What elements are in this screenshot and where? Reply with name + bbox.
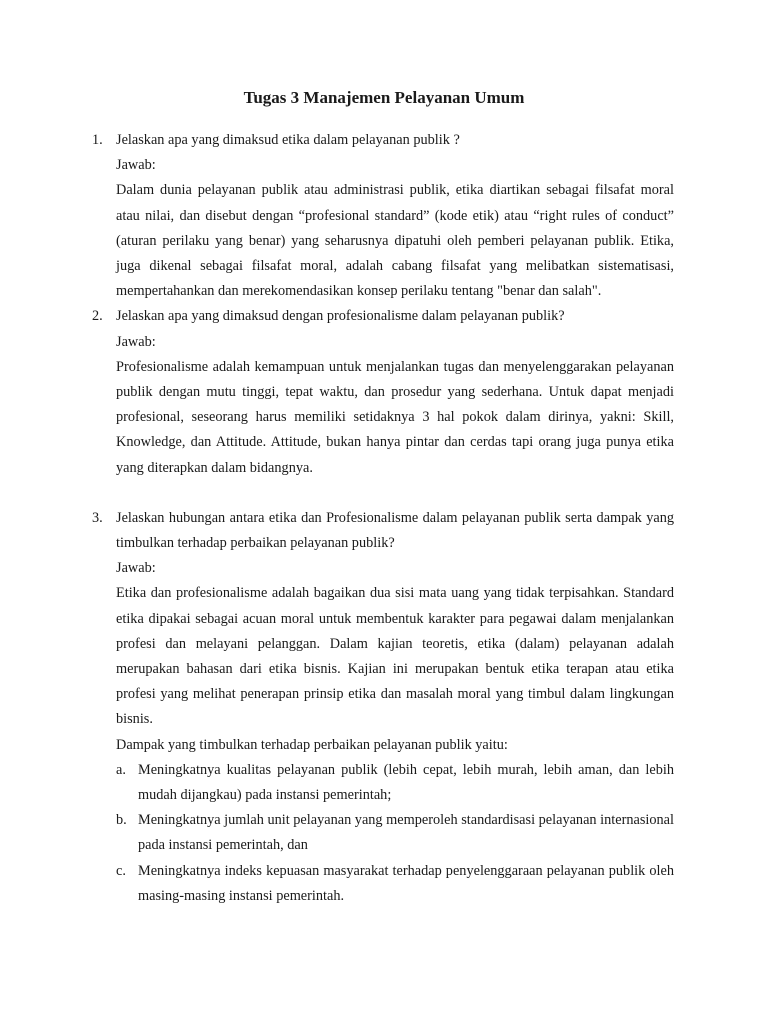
question-number: 3. <box>92 509 103 526</box>
paragraph-spacer <box>92 481 674 506</box>
question-2 <box>92 304 674 480</box>
question-number: 2. <box>92 308 103 325</box>
impact-text: Meningkatnya kualitas pelayanan publik (lebih cepat, lebih murah, lebih aman, dan lebih mudah dijangkau) pada instansi pemerintah; <box>138 761 674 804</box>
question-3 <box>92 506 674 909</box>
document-title: Tugas 3 Manajemen Pelayanan Umum <box>243 88 525 107</box>
answer-label: Jawab: <box>116 560 156 577</box>
question-text: Jelaskan hubungan antara etika dan Profesionalisme dalam pelayanan publik serta dampak yang timbulkan terhadap perbaikan pelayanan publik? <box>116 509 674 552</box>
answer-text: Dalam dunia pelayanan publik atau administrasi publik, etika diartikan sebagai filsafat moral atau nilai, dan disebut dengan “profesional standard” (kode etik) atau “right rules of conduct” (aturan perilaku yang benar) yang seharusnya dipatuhi oleh pemberi pelayanan publik. Etika, juga dikenal sebagai filsafat moral, adalah cabang filsafat yang melibatkan sistematisasi, mempertahankan dan merekomendasikan konsep perilaku tentang "benar dan salah". <box>116 182 674 300</box>
answer-label: Jawab: <box>116 157 156 174</box>
answer-text: Profesionalisme adalah kemampuan untuk menjalankan tugas dan menyelenggarakan pelayanan publik dengan mutu tinggi, tepat waktu, dan prosedur yang sederhana. Untuk dapat menjadi profesional, seseorang harus memiliki setidaknya 3 hal pokok dalam dirinya, yakni: Skill, Knowledge, dan Attitude. Attitude, bukan hanya pintar dan cerdas tapi orang juga punya etika yang diterapkan dalam bidangnya. <box>116 358 674 476</box>
impact-intro: Dampak yang timbulkan terhadap perbaikan pelayanan publik yaitu: <box>116 736 508 753</box>
impact-item-c <box>116 859 674 909</box>
answer-label: Jawab: <box>116 333 156 350</box>
question-text: Jelaskan apa yang dimaksud dengan profesionalisme dalam pelayanan publik? <box>116 308 565 325</box>
impact-letter: b. <box>116 812 127 829</box>
impact-letter: a. <box>116 761 126 778</box>
question-1 <box>92 128 674 304</box>
document-body <box>92 128 674 909</box>
impact-item-b <box>116 808 674 858</box>
question-number: 1. <box>92 132 103 148</box>
impact-text: Meningkatnya jumlah unit pelayanan yang memperoleh standardisasi pelayanan internasional pada instansi pemerintah, dan <box>138 812 674 854</box>
impact-item-a <box>116 758 674 808</box>
impact-text: Meningkatnya indeks kepuasan masyarakat terhadap penyelenggaraan pelayanan publik oleh masing-masing instansi pemerintah. <box>138 862 674 904</box>
question-text: Jelaskan apa yang dimaksud etika dalam pelayanan publik ? <box>116 132 460 148</box>
answer-text: Etika dan profesionalisme adalah bagaikan dua sisi mata uang yang tidak terpisahkan. Standard etika dipakai sebagai acuan moral untuk membentuk karakter para pegawai dalam menjalankan profesi dan melayani pelanggan. Dalam kajian teoretis, etika (dalam) pelayanan adalah merupakan bahasan dari etika bisnis. Kajian ini merupakan bentuk etika terapan atau etika profesi yang melihat penerapan prinsip etika dan masalah moral yang timbul dalam lingkungan bisnis. <box>116 585 674 728</box>
impact-letter: c. <box>116 862 126 879</box>
